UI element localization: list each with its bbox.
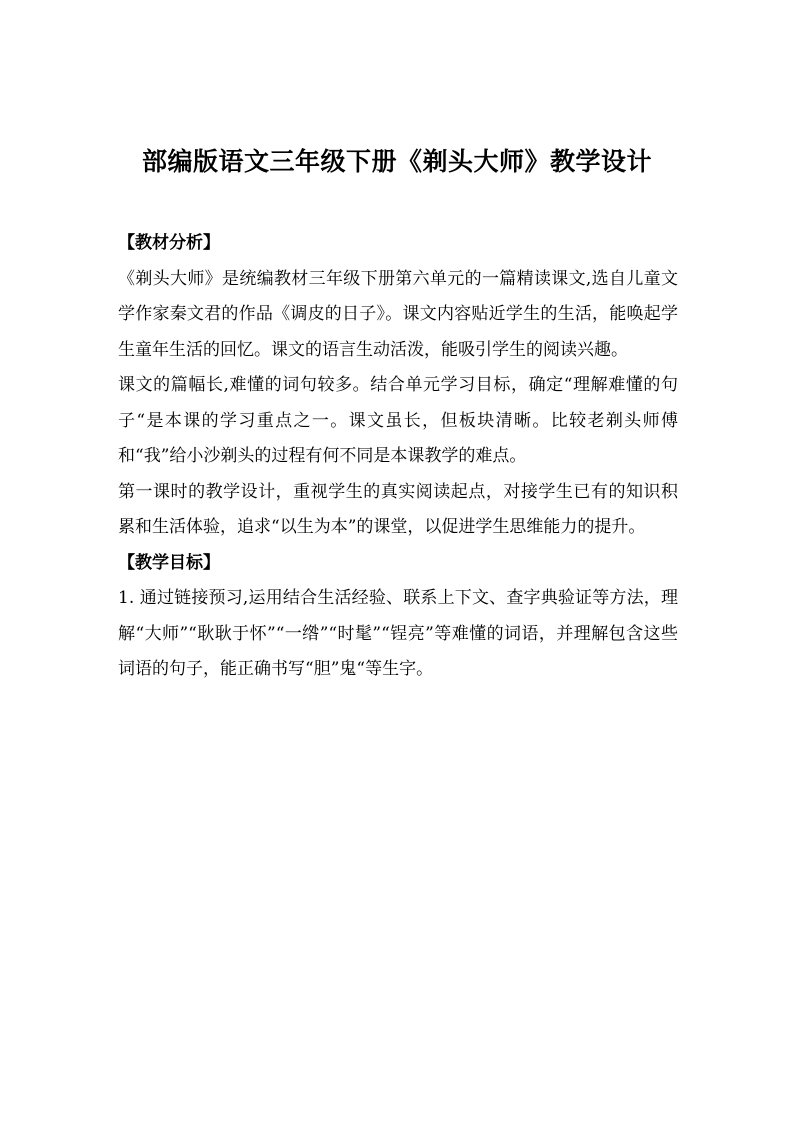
paragraph-analysis-3: 第一课时的教学设计，重视学生的真实阅读起点，对接学生已有的知识积累和生活体验，追求“以生为本”的课堂，以促进学生思维能力的提升。 bbox=[118, 481, 678, 537]
document-body bbox=[118, 226, 678, 688]
section-heading-textbook-analysis: 【教材分析】 bbox=[118, 233, 220, 253]
paragraph-analysis-1: 《剃头大师》是统编教材三年级下册第六单元的一篇精读课文,选自儿童文学作家秦文君的作品《调皮的日子》。课文内容贴近学生的生活，能唤起学生童年生活的回忆。课文的语言生动活泼，能吸引学生的阅读兴趣。 bbox=[118, 268, 678, 360]
paragraph-analysis-2: 课文的篇幅长,难懂的词句较多。结合单元学习目标，确定“理解难懂的句子“是本课的学习重点之一。课文虽长，但板块清晰。比较老剃头师傅和“我”给小沙剃头的过程有何不同是本课教学的难点。 bbox=[118, 375, 678, 466]
section-heading-teaching-goals: 【教学目标】 bbox=[118, 552, 220, 573]
page-title: 部编版语文三年级下册《剃头大师》教学设计 bbox=[141, 147, 652, 176]
paragraph-goal-1: 1. 通过链接预习,运用结合生活经验、联系上下文、查字典验证等方法，理解“大师”“耿耿于怀”“一绺”“时髦”“锃亮”等难懂的词语，并理解包含这些词语的句子，能正确书写“胆”鬼“等生字。 bbox=[118, 588, 678, 679]
